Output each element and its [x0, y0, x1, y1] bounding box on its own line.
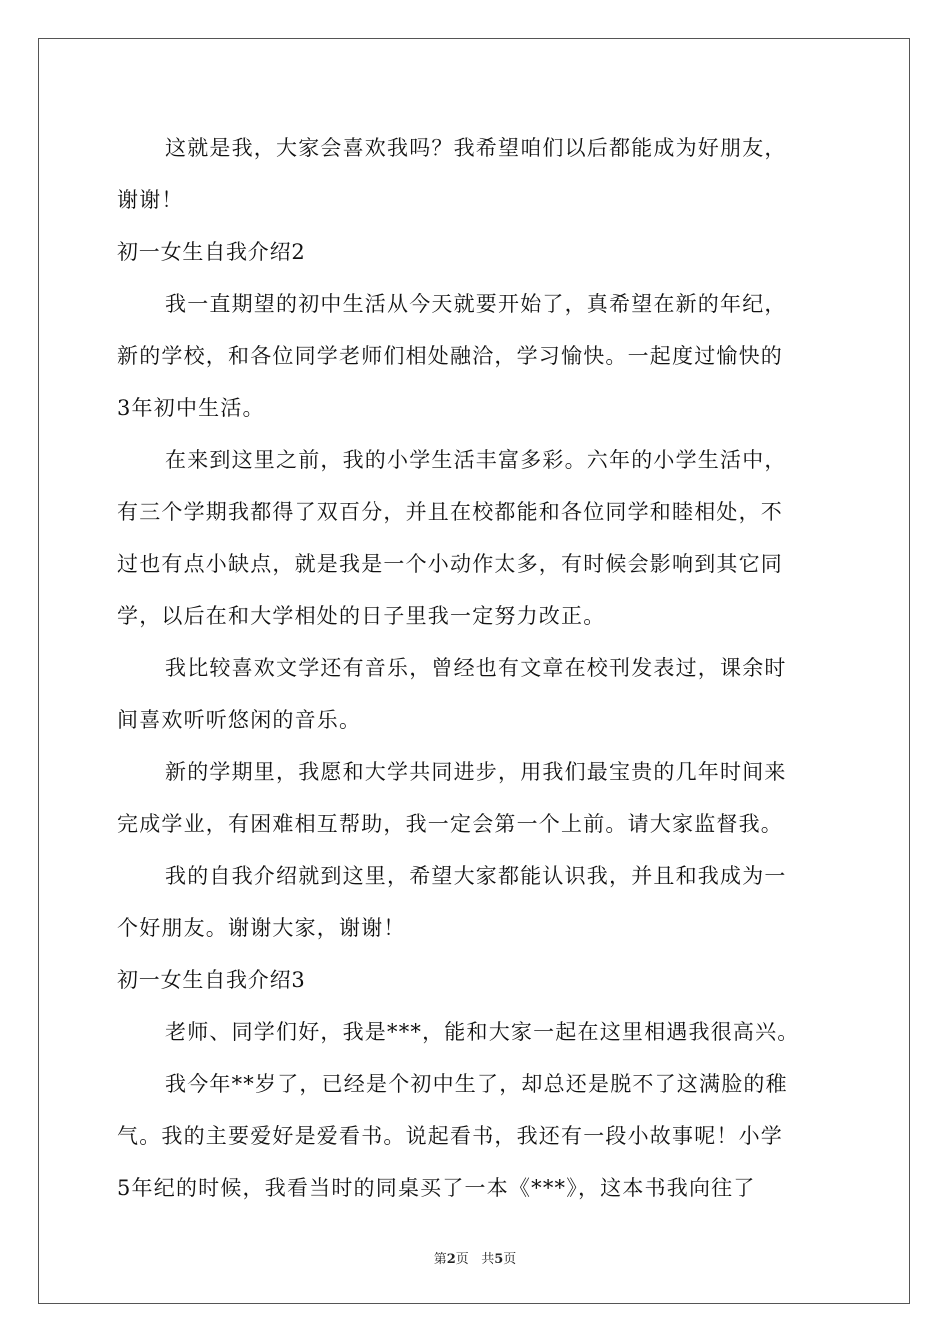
- text-line: 学，以后在和大学相处的日子里我一定努力改正。: [117, 604, 606, 628]
- total-pages-number: 5: [494, 1252, 504, 1267]
- total-suffix: 页: [503, 1252, 517, 1267]
- text-line: 在来到这里之前，我的小学生活丰富多彩。六年的小学生活中，: [165, 448, 787, 472]
- text-line: 谢谢！: [117, 188, 184, 212]
- text-line: 我的自我介绍就到这里，希望大家都能认识我，并且和我成为一: [165, 864, 787, 888]
- page-prefix: 第: [433, 1252, 447, 1267]
- text-line: 新的学期里，我愿和大学共同进步，用我们最宝贵的几年时间来: [165, 760, 787, 784]
- text-line: 过也有点小缺点，就是我是一个小动作太多，有时候会影响到其它同: [117, 552, 783, 576]
- text-line: 3年初中生活。: [117, 396, 265, 420]
- section-heading: 初一女生自我介绍3: [117, 968, 306, 992]
- section-heading: 初一女生自我介绍2: [117, 240, 306, 264]
- page-footer: [0, 1248, 950, 1267]
- text-line: 有三个学期我都得了双百分，并且在校都能和各位同学和睦相处，不: [117, 500, 783, 524]
- text-line: 新的学校，和各位同学老师们相处融洽，学习愉快。一起度过愉快的: [117, 344, 783, 368]
- text-line: 5年纪的时候，我看当时的同桌买了一本《***》，这本书我向往了: [117, 1176, 756, 1200]
- document-body: [117, 128, 837, 1220]
- text-line: 气。我的主要爱好是爱看书。说起看书，我还有一段小故事呢！小学: [117, 1124, 783, 1148]
- text-line: 这就是我，大家会喜欢我吗？我希望咱们以后都能成为好朋友，: [165, 136, 787, 160]
- page-suffix: 页: [455, 1252, 469, 1267]
- text-line: 老师、同学们好，我是***，能和大家一起在这里相遇我很高兴。: [165, 1020, 800, 1044]
- text-line: 间喜欢听听悠闲的音乐。: [117, 708, 362, 732]
- text-line: 个好朋友。谢谢大家，谢谢！: [117, 916, 406, 940]
- text-line: 完成学业，有困难相互帮助，我一定会第一个上前。请大家监督我。: [117, 812, 783, 836]
- total-prefix: 共: [481, 1252, 495, 1267]
- current-page-number: 2: [446, 1252, 456, 1267]
- text-line: 我今年**岁了，已经是个初中生了，却总还是脱不了这满脸的稚: [165, 1072, 788, 1096]
- text-line: 我一直期望的初中生活从今天就要开始了，真希望在新的年纪，: [165, 292, 787, 316]
- text-line: 我比较喜欢文学还有音乐，曾经也有文章在校刊发表过，课余时: [165, 656, 787, 680]
